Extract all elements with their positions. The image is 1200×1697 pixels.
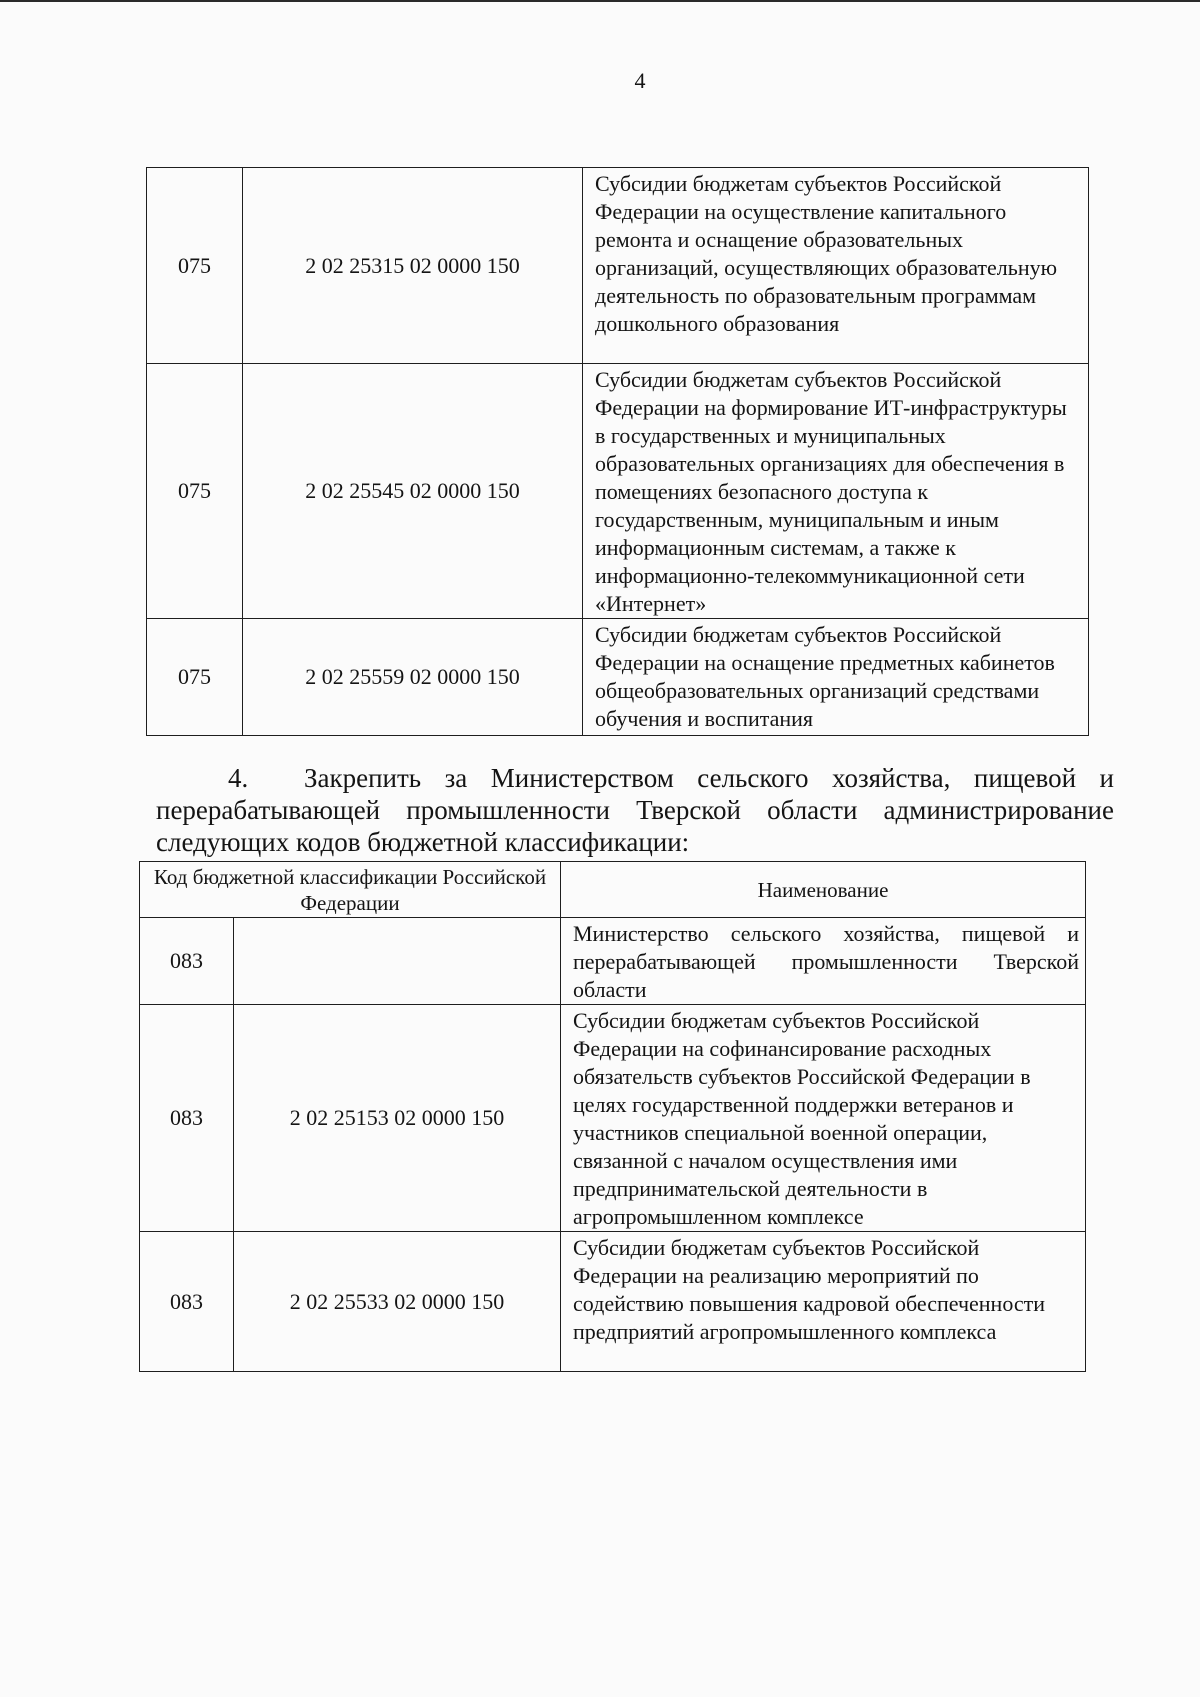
header-name: Наименование (561, 862, 1086, 918)
budget-code-name-cell: Субсидии бюджетам субъектов Российской Федерации на формирование ИТ-инфраструктуры в государственных и муниципальных образовательных организациях для обеспечения в помещениях безопасного доступа к государственным, муниципальным и иным информационным системам, а также к информационно-телекоммуникационной сети «Интернет» (583, 364, 1089, 619)
budget-codes-table-education (146, 167, 1089, 736)
budget-code-name-cell: Субсидии бюджетам субъектов Российской Федерации на реализацию мероприятий по содействию повышения кадровой обеспеченности предприятий агропромышленного комплекса (561, 1232, 1086, 1372)
clause-text: Закрепить за Министерством сельского хозяйства, пищевой и перерабатывающей промышленности Тверской области администрирование следующих кодов бюджетной классификации: (156, 763, 1114, 857)
budget-code-cell (234, 918, 561, 1005)
header-budget-code: Код бюджетной классификации Российской Федерации (140, 862, 561, 918)
table-row (147, 168, 1089, 364)
budget-code-cell: 2 02 25153 02 0000 150 (234, 1005, 561, 1232)
top-edge-rule (0, 0, 1200, 2)
page-number: 4 (634, 68, 646, 93)
budget-code-cell: 2 02 25533 02 0000 150 (234, 1232, 561, 1372)
table-header-row (140, 862, 1086, 918)
budget-code-name-cell: Субсидии бюджетам субъектов Российской Федерации на оснащение предметных кабинетов общеобразовательных организаций средствами обучения и воспитания (583, 619, 1089, 736)
clause-4-paragraph (156, 762, 1114, 858)
table-row (140, 1005, 1086, 1232)
admin-code-cell: 075 (147, 364, 243, 619)
budget-code-cell: 2 02 25559 02 0000 150 (243, 619, 583, 736)
admin-code-cell: 075 (147, 619, 243, 736)
admin-code-cell: 075 (147, 168, 243, 364)
admin-code-cell: 083 (140, 918, 234, 1005)
budget-code-cell: 2 02 25545 02 0000 150 (243, 364, 583, 619)
table-row (140, 1232, 1086, 1372)
table-row (147, 364, 1089, 619)
table-row (140, 918, 1086, 1005)
clause-number: 4. (228, 763, 249, 793)
admin-code-cell: 083 (140, 1005, 234, 1232)
budget-code-name-cell: Министерство сельского хозяйства, пищевой и перерабатывающей промышленности Тверской области (561, 918, 1086, 1005)
table-row (147, 619, 1089, 736)
budget-code-name-cell: Субсидии бюджетам субъектов Российской Федерации на осуществление капитального ремонта и оснащение образовательных организаций, осуществляющих образовательную деятельность по образовательным программам дошкольного образования (583, 168, 1089, 364)
admin-code-cell: 083 (140, 1232, 234, 1372)
budget-code-name-cell: Субсидии бюджетам субъектов Российской Федерации на софинансирование расходных обязательств субъектов Российской Федерации в целях государственной поддержки ветеранов и участников специальной военной операции, связанной с началом осуществления ими предпринимательской деятельности в агропромышленном комплексе (561, 1005, 1086, 1232)
budget-code-cell: 2 02 25315 02 0000 150 (243, 168, 583, 364)
budget-codes-table-agriculture (139, 861, 1086, 1372)
